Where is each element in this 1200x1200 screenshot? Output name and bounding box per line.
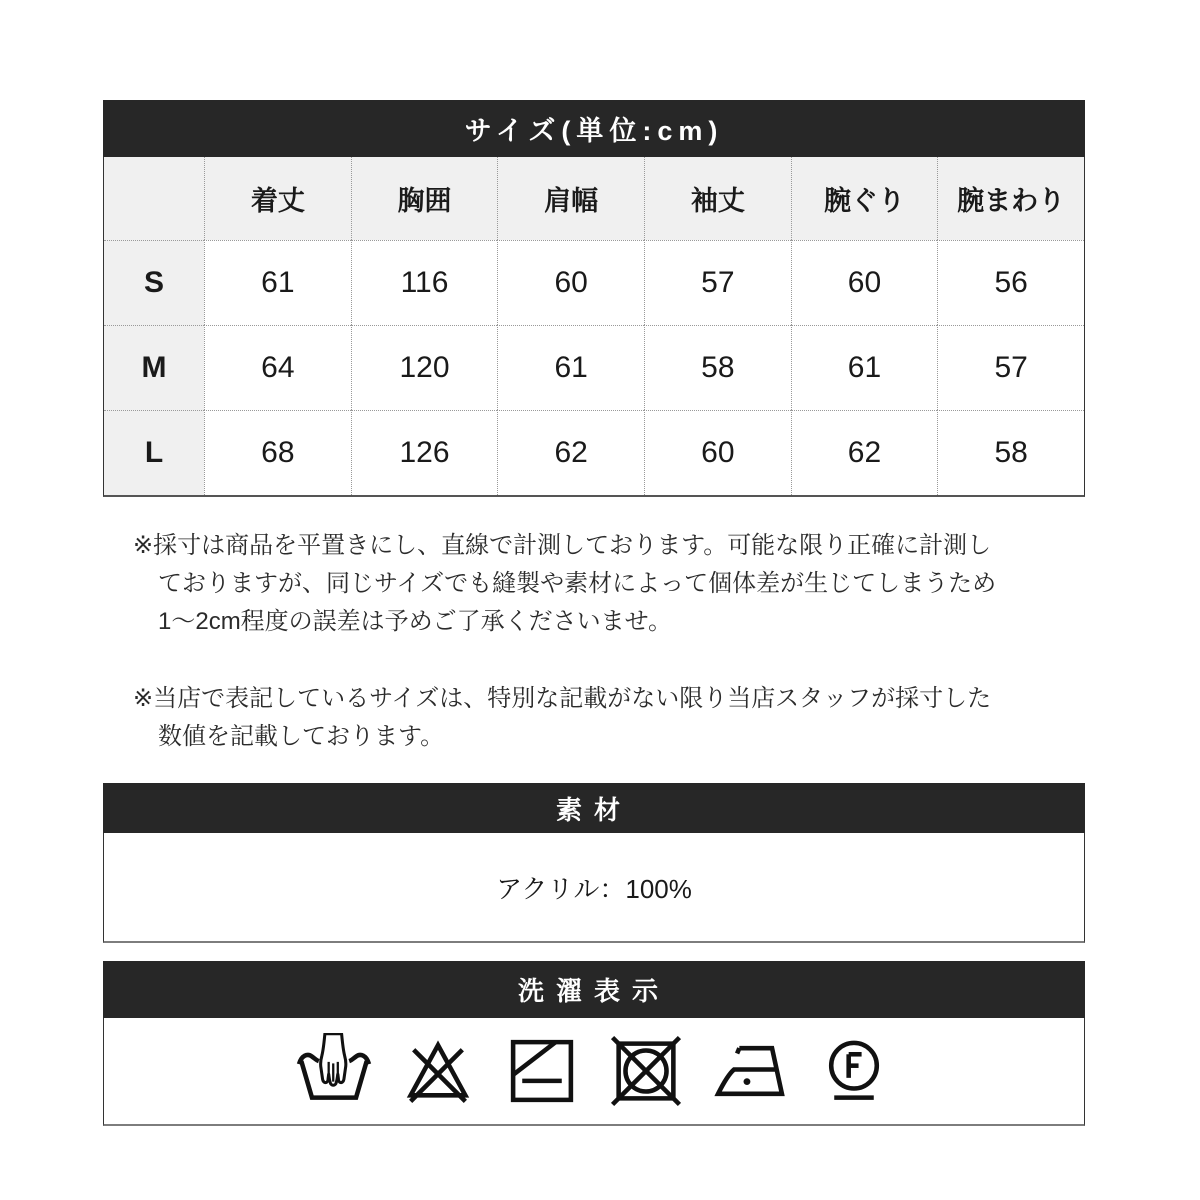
measurement-note-line: 1〜2cm程度の誤差は予めご了承くださいませ。 [158, 608, 672, 635]
col-header-shoulder: 肩幅 [497, 157, 644, 240]
size-table [103, 157, 1085, 497]
table-cell: 60 [644, 410, 791, 495]
laundry-title: 洗濯表示 [103, 961, 1085, 1018]
row-label-m: M [104, 325, 204, 410]
material-section [103, 783, 1085, 943]
table-cell: 56 [937, 240, 1084, 325]
hand-wash-icon [296, 1033, 372, 1109]
row-label-l: L [104, 410, 204, 495]
table-cell: 57 [644, 240, 791, 325]
col-header-body-length: 着丈 [204, 157, 351, 240]
col-header-sleeve: 袖丈 [644, 157, 791, 240]
flat-dry-in-shade-icon [504, 1033, 580, 1109]
material-title: 素材 [103, 783, 1085, 833]
laundry-icons-row [103, 1018, 1085, 1126]
table-cell: 60 [497, 240, 644, 325]
table-cell: 120 [351, 325, 498, 410]
table-cell: 62 [497, 410, 644, 495]
dry-clean-petroleum-gentle-icon [816, 1033, 892, 1109]
material-body [103, 833, 1085, 943]
staff-measured-note-line: ※当店で表記しているサイズは、特別な記載がない限り当店スタッフが採寸した [133, 685, 992, 712]
material-value: アクリル：100% [496, 873, 692, 904]
row-label-s: S [104, 240, 204, 325]
col-header-armhole: 腕ぐり [791, 157, 938, 240]
col-header-arm-width: 腕まわり [937, 157, 1084, 240]
table-cell: 64 [204, 325, 351, 410]
measurement-note [133, 527, 1085, 641]
measurement-note-line: ておりますが、同じサイズでも縫製や素材によって個体差が生じてしまうため [158, 570, 997, 597]
table-cell: 58 [937, 410, 1084, 495]
staff-measured-note [133, 680, 1085, 756]
table-cell: 58 [644, 325, 791, 410]
iron-low-icon [712, 1033, 788, 1109]
table-cell: 57 [937, 325, 1084, 410]
size-table-title: サイズ(単位:cm) [103, 100, 1085, 157]
measurement-note-line: ※採寸は商品を平置きにし、直線で計測しております。可能な限り正確に計測し [133, 532, 992, 559]
table-cell: 61 [497, 325, 644, 410]
staff-measured-note-line: 数値を記載しております。 [158, 723, 445, 750]
sheet-content [103, 100, 1085, 1126]
table-cell: 116 [351, 240, 498, 325]
size-table-section [103, 100, 1085, 497]
table-cell: 61 [791, 325, 938, 410]
table-cell: 60 [791, 240, 938, 325]
table-cell: 126 [351, 410, 498, 495]
table-cell: 68 [204, 410, 351, 495]
do-not-bleach-icon [400, 1033, 476, 1109]
table-cell: 62 [791, 410, 938, 495]
table-cell: 61 [204, 240, 351, 325]
laundry-section [103, 961, 1085, 1126]
do-not-tumble-dry-icon [608, 1033, 684, 1109]
col-header-chest: 胸囲 [351, 157, 498, 240]
corner-cell [104, 157, 204, 240]
